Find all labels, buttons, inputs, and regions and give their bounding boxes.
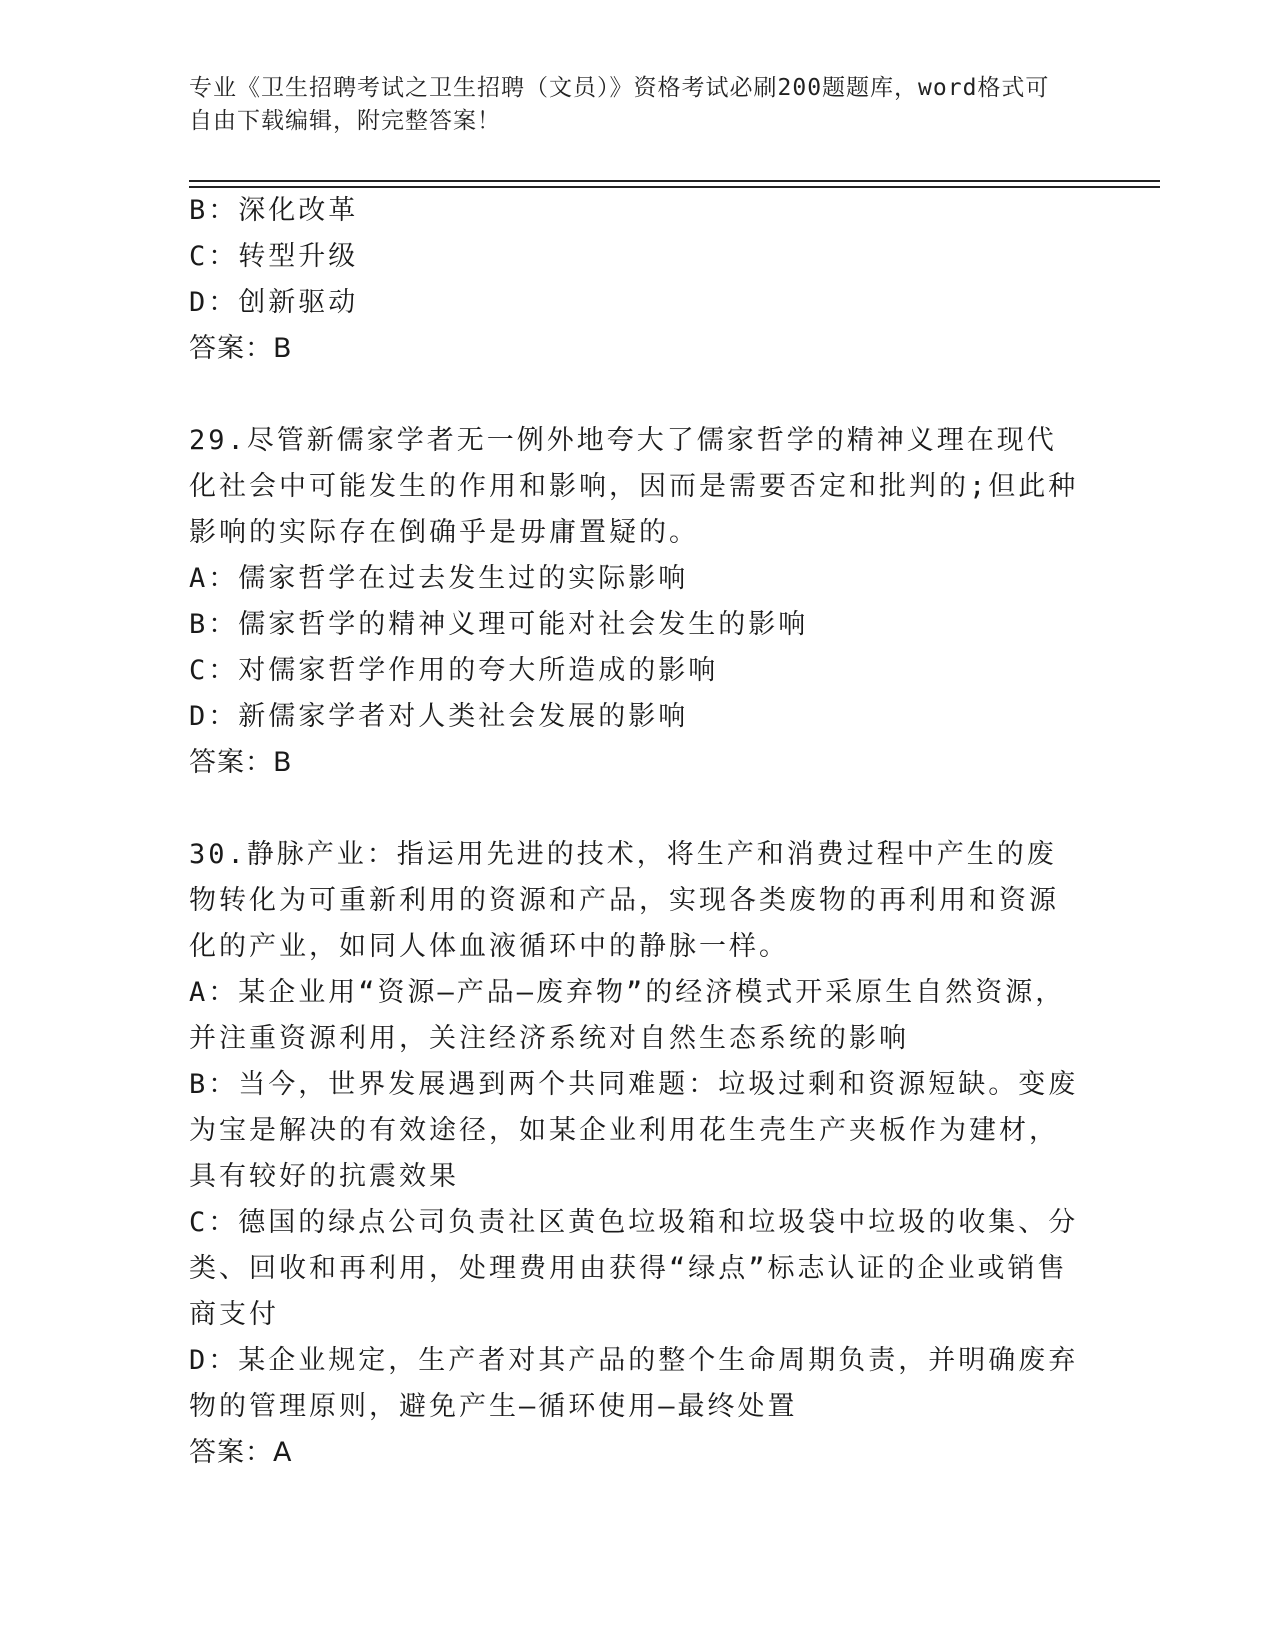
answer: 答案：B [189, 333, 293, 364]
option-d: D：某企业规定，生产者对其产品的整个生命周期负责，并明确废弃物的管理原则，避免产生—循环使用—最终处置 [189, 1345, 1079, 1422]
document-header: 专业《卫生招聘考试之卫生招聘（文员）》资格考试必刷200题题库，word格式可自由下载编辑，附完整答案！ [189, 75, 1050, 134]
header-rule-top [189, 180, 1160, 182]
question-30 [189, 832, 1079, 1476]
question-content [189, 188, 1079, 1476]
question-29 [189, 418, 1079, 786]
option-b: B：深化改革 [189, 195, 359, 226]
answer: 答案：A [189, 1437, 293, 1468]
option-a: A：儒家哲学在过去发生过的实际影响 [189, 563, 689, 594]
option-a: A：某企业用“资源—产品—废弃物”的经济模式开采原生自然资源，并注重资源利用，关注经济系统对自然生态系统的影响 [189, 977, 1066, 1054]
answer: 答案：B [189, 747, 293, 778]
question-28-tail [189, 188, 1079, 372]
question-stem: 29.尽管新儒家学者无一例外地夸大了儒家哲学的精神义理在现代化社会中可能发生的作用和影响，因而是需要否定和批判的;但此种影响的实际存在倒确乎是毋庸置疑的。 [189, 425, 1079, 548]
spacer [189, 372, 1079, 418]
option-c: C：转型升级 [189, 241, 359, 272]
question-stem: 30.静脉产业：指运用先进的技术，将生产和消费过程中产生的废物转化为可重新利用的资源和产品，实现各类废物的再利用和资源化的产业，如同人体血液循环中的静脉一样。 [189, 839, 1059, 962]
option-b: B：当今，世界发展遇到两个共同难题：垃圾过剩和资源短缺。变废为宝是解决的有效途径，如某企业利用花生壳生产夹板作为建材，具有较好的抗震效果 [189, 1069, 1079, 1192]
option-d: D：新儒家学者对人类社会发展的影响 [189, 701, 689, 732]
option-c: C：德国的绿点公司负责社区黄色垃圾箱和垃圾袋中垃圾的收集、分类、回收和再利用，处理费用由获得“绿点”标志认证的企业或销售商支付 [189, 1207, 1079, 1330]
option-c: C：对儒家哲学作用的夸大所造成的影响 [189, 655, 719, 686]
option-d: D：创新驱动 [189, 287, 359, 318]
option-b: B：儒家哲学的精神义理可能对社会发生的影响 [189, 609, 809, 640]
spacer [189, 786, 1079, 832]
